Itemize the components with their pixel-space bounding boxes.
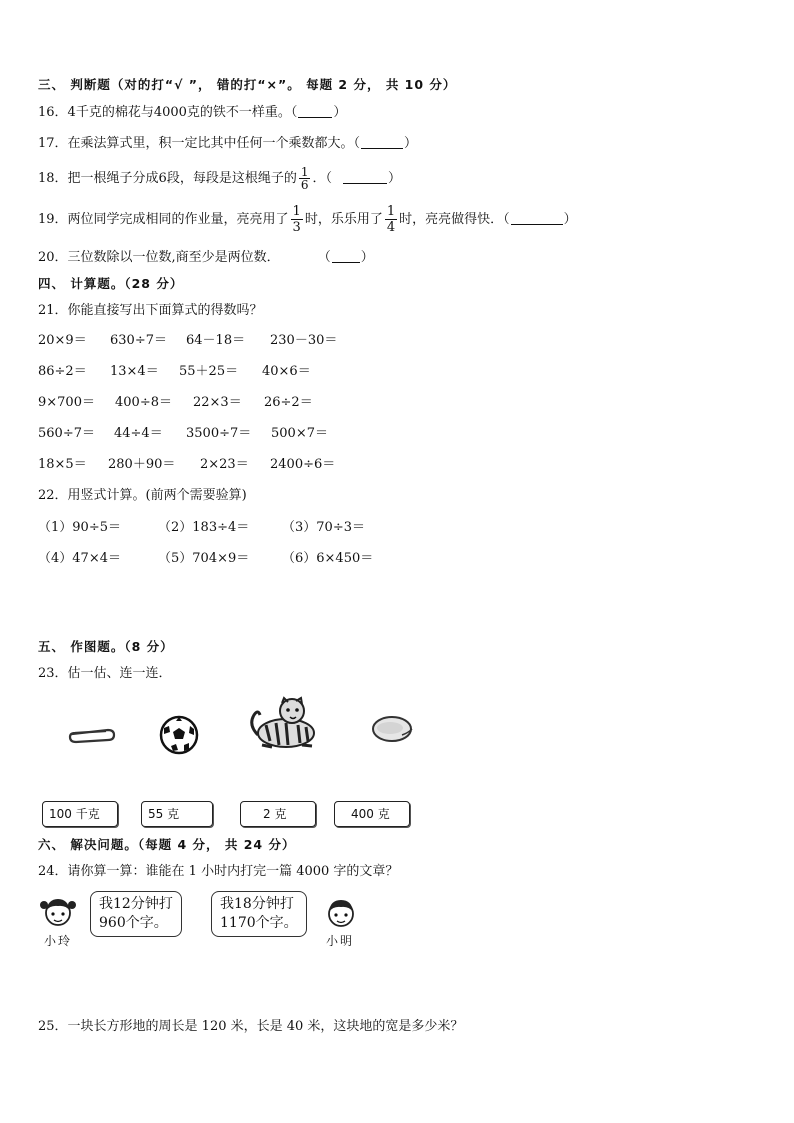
oral-item: 44÷4＝ [114,426,163,441]
question-25: 25．一块长方形地的周长是 120 米，长是 40 米，这块地的宽是多少米？ [38,1019,464,1034]
answer-blank[interactable] [298,104,332,118]
weight-card[interactable]: 55 克 [141,801,213,827]
oral-item: 560÷7＝ [38,426,95,441]
vertical-calc-item: （6）6×450＝ [282,551,374,566]
oral-item: 2400÷6＝ [270,457,336,472]
weight-card[interactable]: 2 克 [240,801,316,827]
question-23: 23．估一估、连一连． [38,666,172,681]
question-19: 19．两位同学完成相同的作业量，亮亮用了 $\frac{1}{3}$ 时，乐乐用了 $\frac{1}{4}$ 时，亮亮做得快．（ ） [38,204,577,235]
section-3-title: 三、 判断题（对的打“√ ”， 错的打“×”。 每题 2 分， 共 10 分） [38,77,457,92]
vertical-calc-item: （3）70÷3＝ [282,520,365,535]
question-21: 21．你能直接写出下面算式的得数吗？ [38,303,263,318]
question-18: 18．把一根绳子分成6段，每段是这根绳子的 $\frac{1}{6}$ ．（ ） [38,165,401,192]
fraction-one-fourth: $\frac{1}{4}$ [386,204,396,235]
question-19-text: 19．两位同学完成相同的作业量，亮亮用了 [38,212,289,227]
question-24: 24．请你算一算：谁能在 1 小时内打完一篇 4000 字的文章？ [38,864,399,879]
question-22: 22．用竖式计算。(前两个需要验算) [38,488,247,503]
answer-blank[interactable] [361,135,403,149]
oral-item: 22×3＝ [193,395,242,410]
fraction-one-third: $\frac{1}{3}$ [292,204,301,235]
question-17: 17．在乘法算式里，积一定比其中任何一个乘数都大。（ ） [38,136,418,151]
question-17-text: 17．在乘法算式里，积一定比其中任何一个乘数都大。（ [38,136,361,151]
oral-item: 20×9＝ [38,333,87,348]
girl-speech-bubble [90,891,182,937]
oral-item: 2×23＝ [200,457,249,472]
section-4-title: 四、 计算题。（28 分） [38,276,184,291]
question-20-text: 20．三位数除以一位数,商至少是两位数． [38,250,280,265]
question-16-text: 16．4千克的棉花与4000克的铁不一样重。（ [38,105,298,120]
question-16: 16．4千克的棉花与4000克的铁不一样重。（ ） [38,105,347,120]
vertical-calc-item: （1）90÷5＝ [38,520,121,535]
oral-item: 500×7＝ [271,426,328,441]
boy-name: 小明 [326,934,355,948]
tiger-icon [246,695,322,753]
vertical-calc-item: （4）47×4＝ [38,551,121,566]
vertical-calc-item: （5）704×9＝ [158,551,250,566]
bubble-line: 我12分钟打 [99,896,173,912]
girl-name: 小玲 [44,934,73,948]
paperclip-icon [66,724,116,746]
oral-item: 13×4＝ [110,364,159,379]
question-20: 20．三位数除以一位数,商至少是两位数． （ ） [38,250,374,265]
oral-item: 86÷2＝ [38,364,87,379]
answer-blank[interactable] [511,211,563,225]
soccer-ball-icon [158,714,200,756]
section-6-title: 六、 解决问题。（每题 4 分， 共 24 分） [38,837,296,852]
bubble-line: 我18分钟打 [220,896,294,912]
oral-item: 3500÷7＝ [186,426,252,441]
section-5-title: 五、 作图题。（8 分） [38,639,174,654]
oral-item: 230－30＝ [270,333,338,348]
oral-item: 630÷7＝ [110,333,167,348]
oral-item: 400÷8＝ [115,395,172,410]
weight-card[interactable]: 400 克 [334,801,410,827]
oral-item: 64－18＝ [186,333,246,348]
egg-icon [370,713,418,745]
bubble-line: 1170个字。 [220,915,298,931]
oral-item: 26÷2＝ [264,395,313,410]
bubble-line: 960个字。 [99,915,168,931]
answer-blank[interactable] [343,170,387,184]
fraction-one-sixth: $\frac{1}{6}$ [300,165,309,192]
oral-item: 9×700＝ [38,395,95,410]
oral-item: 55＋25＝ [179,364,239,379]
girl-avatar [38,895,78,931]
answer-blank[interactable] [332,249,360,263]
boy-speech-bubble [211,891,307,937]
vertical-calc-item: （2）183÷4＝ [158,520,250,535]
boy-avatar [322,895,360,931]
oral-item: 280＋90＝ [108,457,176,472]
question-18-text: 18．把一根绳子分成6段，每段是这根绳子的 [38,171,297,186]
oral-item: 40×6＝ [262,364,311,379]
oral-item: 18×5＝ [38,457,87,472]
weight-card[interactable]: 100 千克 [42,801,118,827]
